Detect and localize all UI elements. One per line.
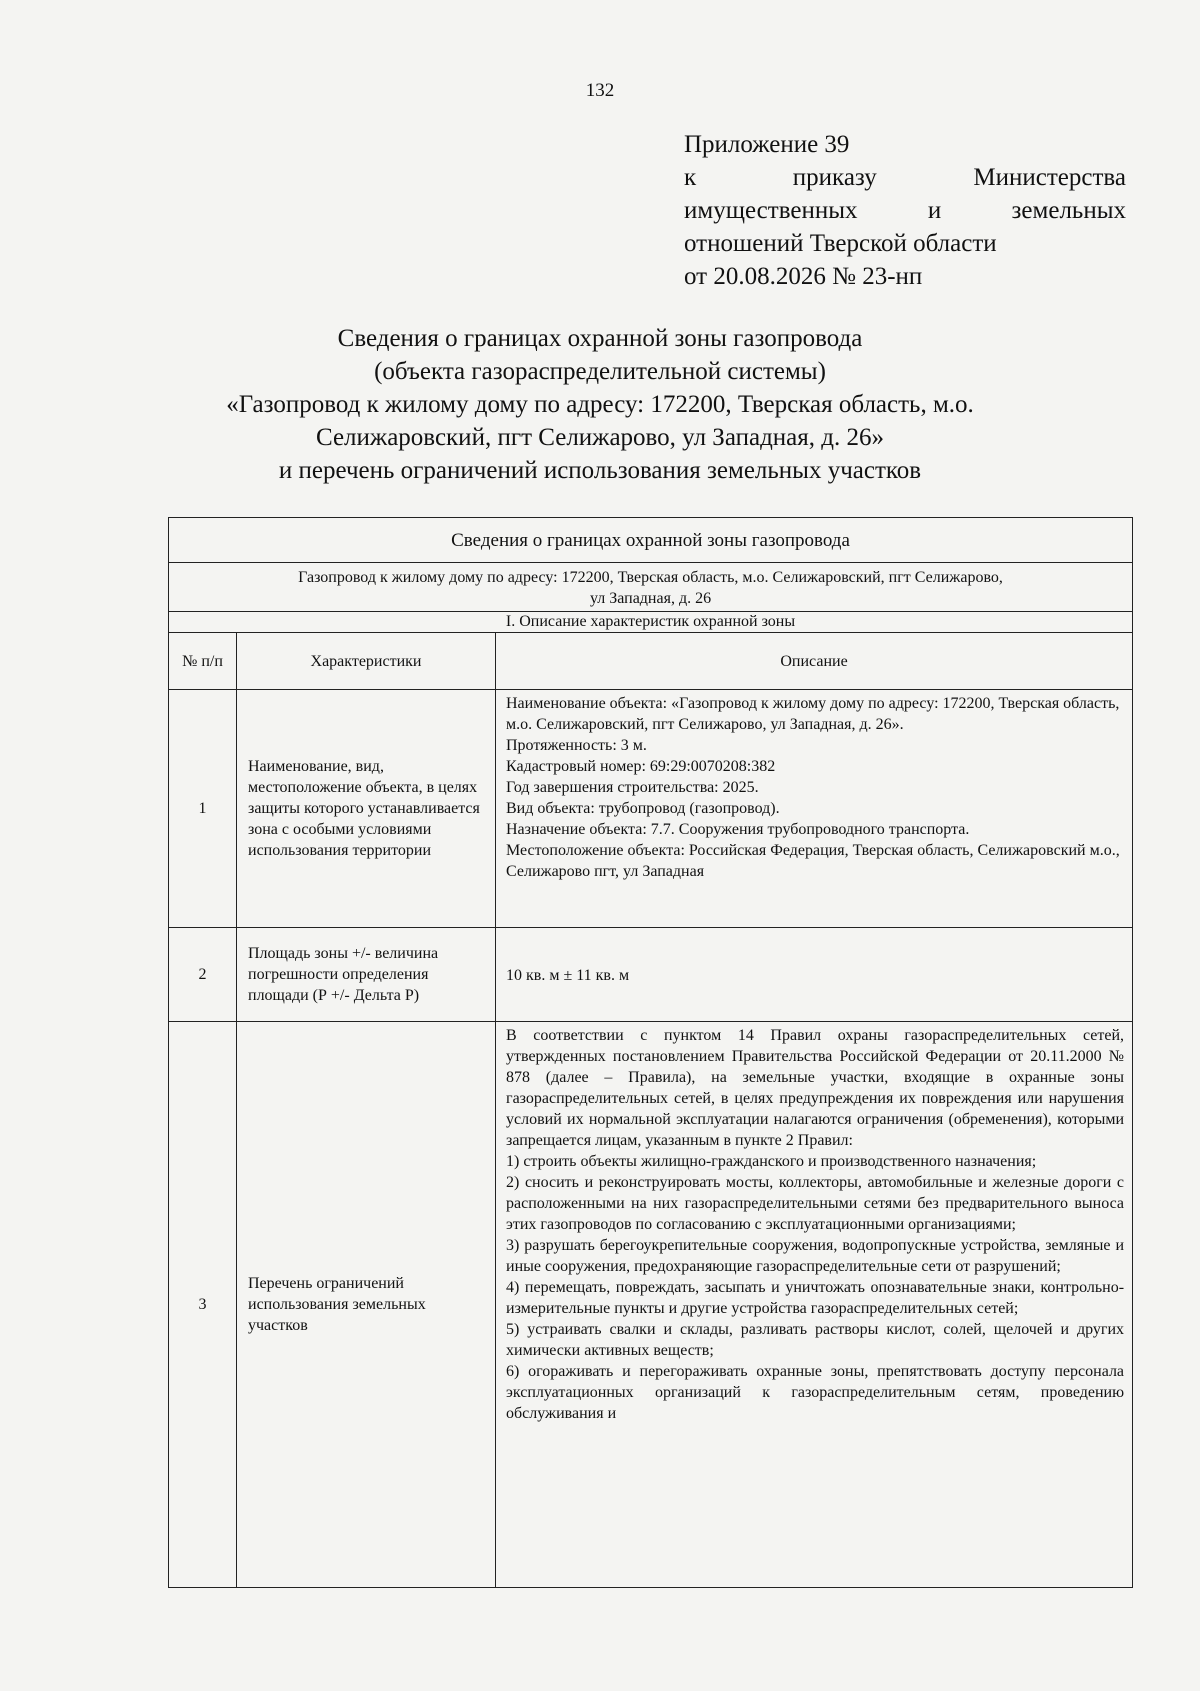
description-line: Протяженность: 3 м. [506,737,647,754]
row-description [496,690,1133,928]
row-characteristic: Перечень ограничений использования земельных участков [237,1022,496,1588]
table-object-name [169,563,1133,612]
object-line: ул Западная, д. 26 [589,590,712,607]
appendix-line: имущественных и земельных [684,197,1126,224]
restriction-item: 5) устраивать свалки и склады, разливать растворы кислот, солей, щелочей и других химически активных веществ; [506,1321,1125,1359]
column-header-num: № п/п [169,633,237,690]
title-line: «Газопровод к жилому дому по адресу: 172200, Тверская область, м.о. [226,391,974,418]
title-line: Селижаровский, пгт Селижарово, ул Западная, д. 26» [315,424,884,451]
restriction-item: 1) строить объекты жилищно-гражданского и производственного назначения; [506,1153,1037,1170]
row-number: 3 [169,1022,237,1588]
description-line: Кадастровый номер: 69:29:0070208:382 [506,758,776,775]
row-description [496,1022,1133,1588]
description-line: 10 кв. м ± 11 кв. м [506,966,630,984]
zone-info-table [168,517,1133,1588]
description-line: Назначение объекта: 7.7. Сооружения трубопроводного транспорта. [506,821,970,838]
row-number: 2 [169,928,237,1022]
restriction-item: 4) перемещать, повреждать, засыпать и уничтожать опознавательные знаки, контрольно-измерительные пункты и другие устройства газораспределительных сетей; [506,1279,1125,1317]
row-number: 1 [169,690,237,928]
title-line: (объекта газораспределительной системы) [374,358,826,385]
title-line: и перечень ограничений использования земельных участков [278,457,922,484]
table-row [169,690,1133,928]
row-characteristic: Наименование, вид, местоположение объекта, в целях защиты которого устанавливается зона с особыми условиями использования территории [237,690,496,928]
section-title: I. Описание характеристик охранной зоны [169,612,1133,633]
table-row [169,928,1133,1022]
column-header-description: Описание [496,633,1133,690]
object-line: Газопровод к жилому дому по адресу: 172200, Тверская область, м.о. Селижаровский, пгт Селижарово, [298,569,1003,586]
description-line: Год завершения строительства: 2025. [506,779,759,796]
table-header: Сведения о границах охранной зоны газопровода [169,518,1133,563]
appendix-block [684,128,1126,293]
description-line: Местоположение объекта: Российская Федерация, Тверская область, Селижаровский м.о., Селижарово пгт, ул Западная [506,842,1120,880]
appendix-line: отношений Тверской области [684,230,997,257]
description-line: Наименование объекта: «Газопровод к жилому дому по адресу: 172200, Тверская область, м.о. Селижаровский, пгт Селижарово, ул Западная, д. 26». [506,695,1120,733]
description-line: Вид объекта: трубопровод (газопровод). [506,800,780,817]
table-row [169,1022,1133,1588]
document-title [150,322,1050,487]
restriction-item: 3) разрушать берегоукрепительные сооружения, водопропускные устройства, земляные и иные сооружения, предохраняющие газораспределительные сети от разрушений; [506,1237,1125,1275]
title-line: Сведения о границах охранной зоны газопровода [337,325,863,352]
row-characteristic: Площадь зоны +/- величина погрешности определения площади (Р +/- Дельта Р) [237,928,496,1022]
appendix-line: к приказу Министерства [684,164,1126,191]
appendix-line: от 20.08.2026 № 23-нп [684,263,923,290]
row-description [496,928,1133,1022]
appendix-line: Приложение 39 [684,131,850,158]
restriction-item: 2) сносить и реконструировать мосты, коллекторы, автомобильные и железные дороги с расположенными на них газораспределительными сетями без предварительного выноса этих газопроводов по согласованию с эксплуатационными организациями; [506,1174,1125,1233]
column-header-characteristics: Характеристики [237,633,496,690]
restriction-item: 6) огораживать и перегораживать охранные зоны, препятствовать доступу персонала эксплуатационных организаций к газораспределительным сетям, проведению обслуживания и [506,1363,1125,1422]
description-paragraph: В соответствии с пунктом 14 Правил охраны газораспределительных сетей, утвержденных постановлением Правительства Российской Федерации от 20.11.2000 № 878 (далее – Правила), на земельные участки, входящие в охранные зоны газораспределительных сетей, в целях предупреждения их повреждения или нарушения условий их нормальной эксплуатации налагаются ограничения (обременения), которыми запрещается лицам, указанным в пункте 2 Правил: [506,1027,1125,1149]
page-number: 132 [585,80,615,101]
